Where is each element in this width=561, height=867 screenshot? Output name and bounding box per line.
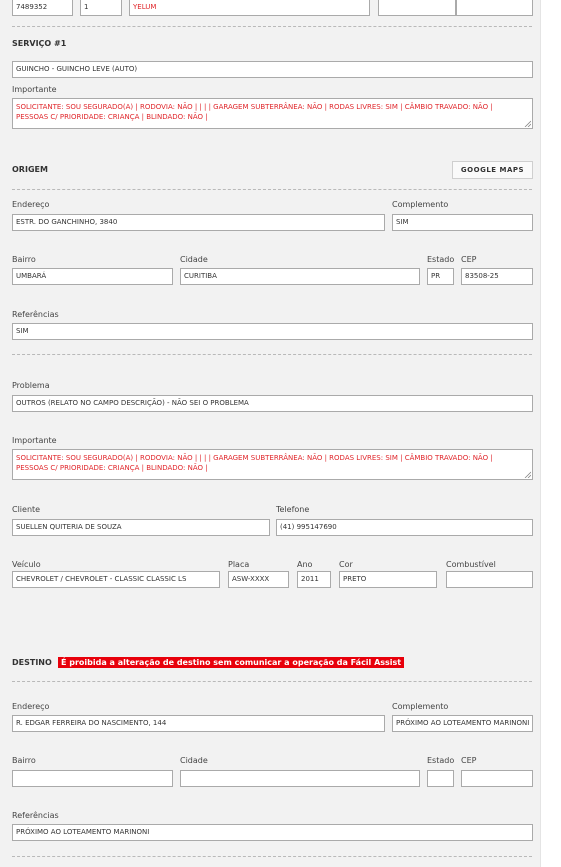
destination-cidade-label: Cidade — [180, 756, 208, 765]
divider — [12, 189, 532, 190]
insurer-field[interactable]: YELUM — [129, 0, 370, 16]
problema-importante-label: Importante — [12, 436, 57, 445]
ano-field[interactable]: 2011 — [297, 571, 331, 588]
destination-bairro-field[interactable] — [12, 770, 173, 787]
destination-endereco-label: Endereço — [12, 702, 50, 711]
service-importante-line1: SOLICITANTE: SOU SEGURADO(A) | RODOVIA: NÃO | | | | GARAGEM SUBTERRÂNEA: NÃO | RODAS LIVRES: SIM | CÂMBIO TRAVADO: NÃO | — [16, 103, 493, 111]
placa-label: Placa — [228, 560, 250, 569]
quantity-field[interactable]: 1 — [80, 0, 122, 16]
cor-field[interactable]: PRETO — [339, 571, 437, 588]
origin-cidade-label: Cidade — [180, 255, 208, 264]
service-section-title: SERVIÇO #1 — [12, 39, 67, 48]
resize-grip-icon[interactable] — [524, 471, 531, 478]
top-field-4[interactable] — [378, 0, 456, 16]
divider — [12, 681, 532, 682]
divider — [12, 354, 532, 355]
cor-label: Cor — [339, 560, 353, 569]
origin-endereco-label: Endereço — [12, 200, 50, 209]
origin-estado-label: Estado — [427, 255, 455, 264]
divider — [12, 26, 532, 27]
origin-complemento-field[interactable]: SIM — [392, 214, 533, 231]
protocol-field[interactable]: 7489352 — [12, 0, 73, 16]
origin-referencias-label: Referências — [12, 310, 59, 319]
combustivel-label: Combustível — [446, 560, 496, 569]
destination-cep-field[interactable] — [461, 770, 533, 787]
problema-importante-textarea[interactable] — [12, 449, 533, 480]
telefone-label: Telefone — [276, 505, 310, 514]
destination-referencias-field[interactable]: PRÓXIMO AO LOTEAMENTO MARINONI — [12, 824, 533, 841]
cliente-field[interactable]: SUELLEN QUITERIA DE SOUZA — [12, 519, 270, 536]
origin-estado-field[interactable]: PR — [427, 268, 454, 285]
destination-referencias-label: Referências — [12, 811, 59, 820]
service-field[interactable]: GUINCHO - GUINCHO LEVE (AUTO) — [12, 61, 533, 78]
cliente-label: Cliente — [12, 505, 41, 514]
destination-complemento-field[interactable]: PRÓXIMO AO LOTEAMENTO MARINONI — [392, 715, 533, 732]
problema-label: Problema — [12, 381, 50, 390]
origin-complemento-label: Complemento — [392, 200, 449, 209]
origin-bairro-field[interactable]: UMBARÁ — [12, 268, 173, 285]
destination-complemento-label: Complemento — [392, 702, 449, 711]
top-field-5[interactable] — [456, 0, 533, 16]
service-importante-label: Importante — [12, 85, 57, 94]
destination-endereco-field[interactable]: R. EDGAR FERREIRA DO NASCIMENTO, 144 — [12, 715, 385, 732]
problema-importante-line1: SOLICITANTE: SOU SEGURADO(A) | RODOVIA: NÃO | | | | GARAGEM SUBTERRÂNEA: NÃO | RODAS LIVRES: SIM | CÂMBIO TRAVADO: NÃO | — [16, 454, 493, 462]
destination-section-title: DESTINO — [12, 658, 52, 667]
combustivel-field[interactable] — [446, 571, 533, 588]
problema-field[interactable]: OUTROS (RELATO NO CAMPO DESCRIÇÃO) - NÃO SEI O PROBLEMA — [12, 395, 533, 412]
origin-bairro-label: Bairro — [12, 255, 36, 264]
destination-cidade-field[interactable] — [180, 770, 420, 787]
origin-endereco-field[interactable]: ESTR. DO GANCHINHO, 3840 — [12, 214, 385, 231]
origin-referencias-field[interactable]: SIM — [12, 323, 533, 340]
placa-field[interactable]: ASW-XXXX — [228, 571, 289, 588]
destination-bairro-label: Bairro — [12, 756, 36, 765]
destination-estado-label: Estado — [427, 756, 455, 765]
divider — [12, 856, 532, 857]
google-maps-button[interactable]: GOOGLE MAPS — [452, 161, 533, 179]
service-importante-line2: PESSOAS C/ PRIORIDADE: CRIANÇA | BLINDADO: NÃO | — [16, 113, 208, 121]
origin-cep-field[interactable]: 83508-25 — [461, 268, 533, 285]
telefone-field[interactable]: (41) 995147690 — [276, 519, 533, 536]
veiculo-field[interactable]: CHEVROLET / CHEVROLET - CLASSIC CLASSIC LS — [12, 571, 220, 588]
origin-cep-label: CEP — [461, 255, 477, 264]
destination-warning-badge: É proibida a alteração de destino sem comunicar a operação da Fácil Assist — [58, 657, 404, 668]
problema-importante-line2: PESSOAS C/ PRIORIDADE: CRIANÇA | BLINDADO: NÃO | — [16, 464, 208, 472]
ano-label: Ano — [297, 560, 313, 569]
veiculo-label: Veículo — [12, 560, 41, 569]
destination-cep-label: CEP — [461, 756, 477, 765]
origin-cidade-field[interactable]: CURITIBA — [180, 268, 420, 285]
destination-estado-field[interactable] — [427, 770, 454, 787]
origin-section-title: ORIGEM — [12, 165, 48, 174]
service-importante-textarea[interactable] — [12, 98, 533, 129]
resize-grip-icon[interactable] — [524, 120, 531, 127]
